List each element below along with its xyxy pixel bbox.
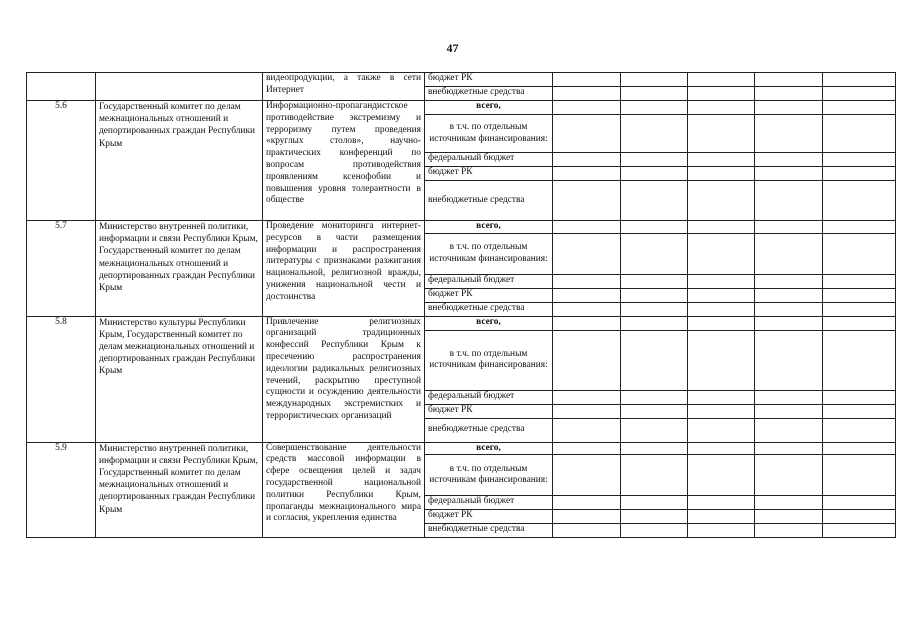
value-cell <box>688 316 755 330</box>
funding-source: федеральный бюджет <box>425 274 553 288</box>
value-cell <box>823 221 896 234</box>
funding-source: федеральный бюджет <box>425 153 553 167</box>
funding-source-total: всего, <box>425 442 553 455</box>
funding-source: бюджет РК <box>425 167 553 181</box>
value-cell <box>688 510 755 524</box>
value-cell <box>688 390 755 404</box>
activity-description: Привлечение религиозных организаций традиционных конфессий Республики Крым к пресечению распространения идеологии радикальных религиозных течений, раскрытию преступной сущности и осуждению деятельности международных экстремистких и террористических организаций <box>263 316 425 442</box>
value-cell <box>621 221 688 234</box>
activity-description: Информационно-пропагандистское противодействие экстремизму и терроризму путем проведения «круглых столов», научно-практических конференций по вопросам противодействия проявлениям ксенофобии и повышения уровня толерантности в обществе <box>263 101 425 221</box>
table-row <box>27 101 896 115</box>
funding-source: бюджет РК <box>425 73 553 87</box>
value-cell <box>553 288 621 302</box>
value-cell <box>621 418 688 442</box>
value-cell <box>688 442 755 455</box>
value-cell <box>553 404 621 418</box>
value-cell <box>755 221 823 234</box>
value-cell <box>688 455 755 496</box>
value-cell <box>823 330 896 390</box>
value-cell <box>755 496 823 510</box>
value-cell <box>755 274 823 288</box>
value-cell <box>688 524 755 538</box>
value-cell <box>823 316 896 330</box>
value-cell <box>621 87 688 101</box>
value-cell <box>553 302 621 316</box>
value-cell <box>823 390 896 404</box>
funding-source: внебюджетные средства <box>425 181 553 221</box>
value-cell <box>553 115 621 153</box>
value-cell <box>621 233 688 274</box>
value-cell <box>553 153 621 167</box>
value-cell <box>553 181 621 221</box>
value-cell <box>621 390 688 404</box>
value-cell <box>688 274 755 288</box>
row-number-cell: 5.8 <box>27 316 96 442</box>
value-cell <box>688 233 755 274</box>
funding-source-breakdown: в т.ч. по отдельным источникам финансирования: <box>425 233 553 274</box>
value-cell <box>755 390 823 404</box>
value-cell <box>823 274 896 288</box>
value-cell <box>823 496 896 510</box>
value-cell <box>553 316 621 330</box>
executor-cell: Министерство внутренней политики, информации и связи Республики Крым, Государственный комитет по делам межнациональных отношений и депортированных граждан Республики Крым <box>96 221 263 317</box>
value-cell <box>621 181 688 221</box>
value-cell <box>755 87 823 101</box>
program-activities-table <box>26 72 896 538</box>
value-cell <box>755 302 823 316</box>
value-cell <box>688 167 755 181</box>
activity-description: Совершенствование деятельности средств массовой информации в сфере освещения целей и задач государственной национальной политики Республики Крым, пропаганды межнационального мира и согласия, укрепления единства <box>263 442 425 538</box>
value-cell <box>688 181 755 221</box>
value-cell <box>553 233 621 274</box>
value-cell <box>621 316 688 330</box>
table-row <box>27 73 896 87</box>
value-cell <box>553 101 621 115</box>
value-cell <box>755 153 823 167</box>
value-cell <box>823 115 896 153</box>
funding-source-breakdown: в т.ч. по отдельным источникам финансирования: <box>425 455 553 496</box>
value-cell <box>755 115 823 153</box>
activity-description: видеопродукции, а также в сети Интернет <box>263 73 425 101</box>
value-cell <box>823 167 896 181</box>
value-cell <box>755 330 823 390</box>
value-cell <box>823 73 896 87</box>
value-cell <box>755 442 823 455</box>
value-cell <box>553 167 621 181</box>
value-cell <box>688 73 755 87</box>
funding-source-total: всего, <box>425 221 553 234</box>
value-cell <box>755 288 823 302</box>
table-row <box>27 221 896 234</box>
value-cell <box>621 274 688 288</box>
value-cell <box>621 115 688 153</box>
value-cell <box>553 442 621 455</box>
value-cell <box>621 330 688 390</box>
value-cell <box>755 524 823 538</box>
value-cell <box>823 442 896 455</box>
funding-source: федеральный бюджет <box>425 496 553 510</box>
value-cell <box>553 87 621 101</box>
row-number-cell: 5.7 <box>27 221 96 317</box>
funding-source: внебюджетные средства <box>425 524 553 538</box>
funding-source: внебюджетные средства <box>425 418 553 442</box>
value-cell <box>688 101 755 115</box>
activity-description: Проведение мониторинга интернет-ресурсов в части размещения информации и распространения литературы с признаками разжигания национальной, религиозной вражды, унижения национальной чести и достоинства <box>263 221 425 317</box>
value-cell <box>553 330 621 390</box>
funding-source-total: всего, <box>425 101 553 115</box>
value-cell <box>553 390 621 404</box>
value-cell <box>755 316 823 330</box>
table-row <box>27 442 896 455</box>
value-cell <box>755 455 823 496</box>
row-number-cell: 5.6 <box>27 101 96 221</box>
funding-source: бюджет РК <box>425 510 553 524</box>
value-cell <box>823 87 896 101</box>
executor-cell: Государственный комитет по делам межнациональных отношений и депортированных граждан Республики Крым <box>96 101 263 221</box>
value-cell <box>553 510 621 524</box>
value-cell <box>553 524 621 538</box>
value-cell <box>688 221 755 234</box>
value-cell <box>621 302 688 316</box>
value-cell <box>688 115 755 153</box>
value-cell <box>621 442 688 455</box>
value-cell <box>823 288 896 302</box>
value-cell <box>823 181 896 221</box>
value-cell <box>755 101 823 115</box>
value-cell <box>755 181 823 221</box>
value-cell <box>823 153 896 167</box>
value-cell <box>755 510 823 524</box>
value-cell <box>621 101 688 115</box>
value-cell <box>621 404 688 418</box>
funding-source: внебюджетные средства <box>425 302 553 316</box>
value-cell <box>553 73 621 87</box>
value-cell <box>755 167 823 181</box>
value-cell <box>688 330 755 390</box>
value-cell <box>621 73 688 87</box>
value-cell <box>621 510 688 524</box>
value-cell <box>823 404 896 418</box>
value-cell <box>621 496 688 510</box>
value-cell <box>688 404 755 418</box>
value-cell <box>688 288 755 302</box>
value-cell <box>823 455 896 496</box>
value-cell <box>553 418 621 442</box>
value-cell <box>755 233 823 274</box>
value-cell <box>688 418 755 442</box>
value-cell <box>823 524 896 538</box>
value-cell <box>823 418 896 442</box>
value-cell <box>755 73 823 87</box>
value-cell <box>621 455 688 496</box>
value-cell <box>621 153 688 167</box>
executor-cell <box>96 73 263 101</box>
funding-source: внебюджетные средства <box>425 87 553 101</box>
value-cell <box>755 418 823 442</box>
value-cell <box>755 404 823 418</box>
executor-cell: Министерство внутренней политики, информации и связи Республики Крым, Государственный комитет по делам межнациональных отношений и депортированных граждан Республики Крым <box>96 442 263 538</box>
value-cell <box>688 153 755 167</box>
value-cell <box>621 524 688 538</box>
value-cell <box>553 496 621 510</box>
value-cell <box>823 302 896 316</box>
page-number: 47 <box>446 41 459 55</box>
value-cell <box>823 510 896 524</box>
value-cell <box>688 87 755 101</box>
row-number-cell <box>27 73 96 101</box>
value-cell <box>553 274 621 288</box>
executor-cell: Министерство культуры Республики Крым, Государственный комитет по делам межнациональных отношений и депортированных граждан Республики Крым <box>96 316 263 442</box>
funding-source: федеральный бюджет <box>425 390 553 404</box>
value-cell <box>621 167 688 181</box>
funding-source: бюджет РК <box>425 288 553 302</box>
value-cell <box>553 455 621 496</box>
funding-source-total: всего, <box>425 316 553 330</box>
value-cell <box>621 288 688 302</box>
value-cell <box>688 496 755 510</box>
value-cell <box>553 221 621 234</box>
funding-source-breakdown: в т.ч. по отдельным источникам финансирования: <box>425 330 553 390</box>
table-row <box>27 316 896 330</box>
value-cell <box>688 302 755 316</box>
value-cell <box>823 101 896 115</box>
value-cell <box>823 233 896 274</box>
funding-source: бюджет РК <box>425 404 553 418</box>
row-number-cell: 5.9 <box>27 442 96 538</box>
funding-source-breakdown: в т.ч. по отдельным источникам финансирования: <box>425 115 553 153</box>
